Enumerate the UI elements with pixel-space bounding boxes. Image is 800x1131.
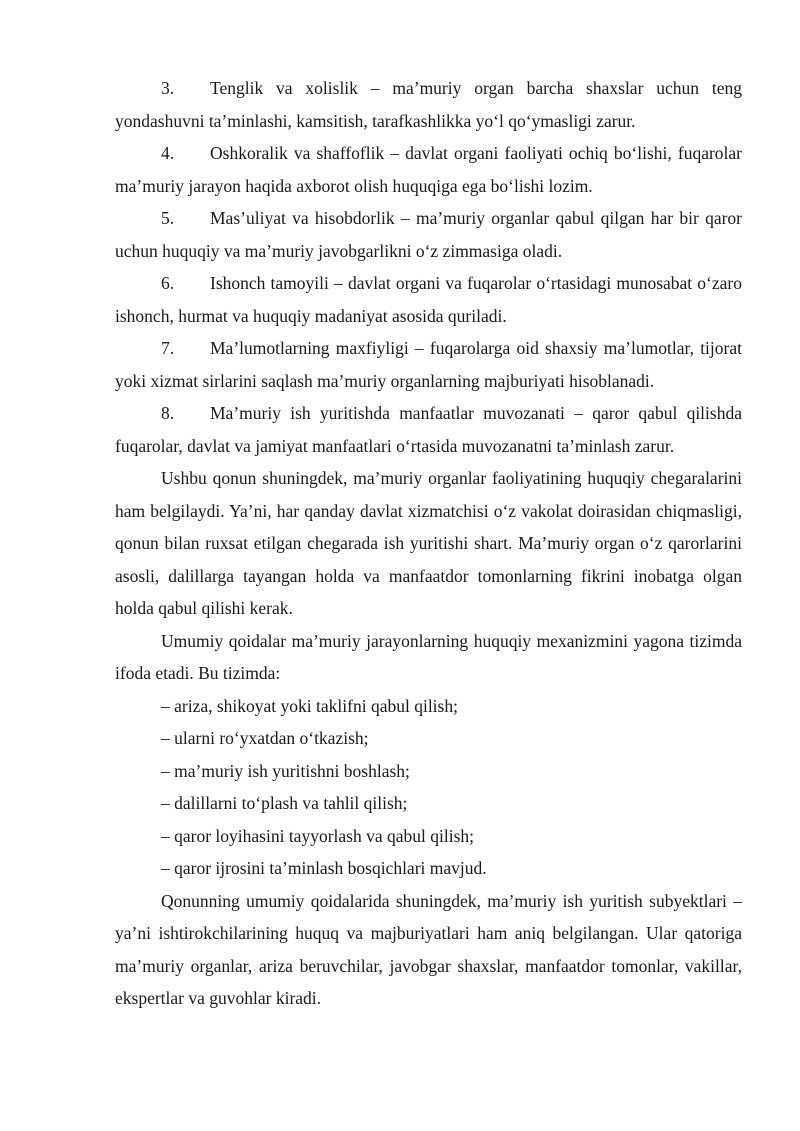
numbered-item-4 [115,137,742,202]
item-text: Oshkoralik va shaffoflik – davlat organi faoliyati ochiq bo‘lishi, fuqarolar ma’muriy jarayon haqida axborot olish huquqiga ega bo‘lishi lozim. [115,143,742,196]
numbered-item-3 [115,72,742,137]
item-number: 4. [161,143,175,163]
numbered-item-5 [115,202,742,267]
numbered-item-6 [115,267,742,332]
item-number: 3. [161,78,175,98]
list-item: – qaror ijrosini ta’minlash bosqichlari mavjud. [161,858,487,878]
item-text: Mas’uliyat va hisobdorlik – ma’muriy organlar qabul qilgan har bir qaror uchun huquqiy va ma’muriy javobgarlikni o‘z zimmasiga oladi. [115,208,742,261]
numbered-item-7 [115,332,742,397]
item-text: Ma’muriy ish yuritishda manfaatlar muvozanati – qaror qabul qilishda fuqarolar, davlat va jamiyat manfaatlari o‘rtasida muvozanatni ta’minlash zarur. [115,403,742,456]
list-item: – ma’muriy ish yuritishni boshlash; [161,760,410,781]
item-number: 7. [161,338,175,358]
item-number: 5. [161,208,175,228]
paragraph-general-rules: Umumiy qoidalar ma’muriy jarayonlarning huquqiy mexanizmini yagona tizimda ifoda etadi. Bu tizimda: [115,630,742,683]
list-item: – qaror loyihasini tayyorlash va qabul qilish; [161,825,475,846]
item-text: Ishonch tamoyili – davlat organi va fuqarolar o‘rtasidagi munosabat o‘zaro ishonch, hurmat va huquqiy madaniyat asosida quriladi. [115,273,742,326]
list-item: – dalillarni to‘plash va tahlil qilish; [161,793,408,813]
item-number: 8. [161,403,175,423]
paragraph-legal-boundaries: Ushbu qonun shuningdek, ma’muriy organlar faoliyatining huquqiy chegaralarini ham belgilaydi. Ya’ni, har qanday davlat xizmatchisi o‘z vakolat doirasidan chiqmasligi, qonun bilan ruxsat etilgan chegarada ish yuritishi shart. Ma’muriy organ o‘z qarorlarini asosli, dalillarga tayangan holda va manfaatdor tomonlarning fikrini inobatga olgan holda qabul qilishi kerak. [115,468,742,618]
item-number: 6. [161,273,175,293]
list-item: – ularni ro‘yxatdan o‘tkazish; [161,728,369,748]
paragraph-subjects: Qonunning umumiy qoidalarida shuningdek, ma’muriy ish yuritish subyektlari – ya’ni ishtirokchilarining huquq va majburiyatlari ham aniq belgilangan. Ular qatoriga ma’muriy organlar, ariza beruvchilar, javobgar shaxslar, manfaatdor tomonlar, vakillar, ekspertlar va guvohlar kiradi. [115,890,742,1008]
list-item: – ariza, shikoyat yoki taklifni qabul qilish; [161,695,458,716]
item-text: Ma’lumotlarning maxfiyligi – fuqarolarga oid shaxsiy ma’lumotlar, tijorat yoki xizmat sirlarini saqlash ma’muriy organlarning majburiyati hisoblanadi. [115,338,742,391]
numbered-item-8 [115,397,742,462]
item-text: Tenglik va xolislik – ma’muriy organ barcha shaxslar uchun teng yondashuvni ta’minlashi, kamsitish, tarafkashlikka yo‘l qo‘ymasligi zarur. [115,78,742,131]
